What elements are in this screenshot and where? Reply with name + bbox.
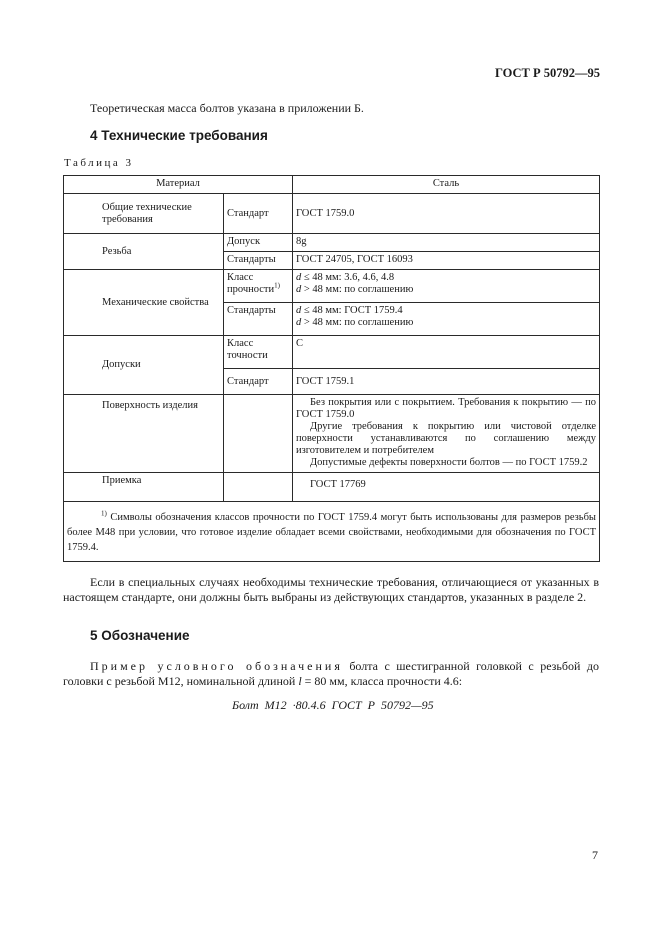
row-acceptance-value: ГОСТ 17769 — [293, 473, 600, 502]
example-paragraph — [63, 659, 599, 689]
row-surface-value — [293, 395, 600, 473]
row-tolerances-sub1: Класс точности — [224, 336, 293, 369]
row-mechanical-sub1 — [224, 270, 293, 303]
special-cases-paragraph: Если в специальных случаях необходимы технические требования, отличающиеся от указанных в настоящем стандарте, они должны быть выбраны из действующих стандартов, указанных в разделе 2. — [63, 575, 599, 604]
mech-val1-line2: > 48 мм: по соглашению — [301, 284, 414, 295]
row-tolerances-val1: С — [293, 336, 600, 369]
intro-paragraph: Теоретическая масса болтов указана в приложении Б. — [90, 101, 364, 115]
row-mechanical-val1 — [293, 270, 600, 303]
section-5-title: 5 Обозначение — [90, 628, 190, 643]
document-code: ГОСТ Р 50792—95 — [495, 66, 601, 80]
var-d: d — [296, 284, 302, 295]
surface-line-3: Допустимые дефекты поверхности болтов — по ГОСТ 1759.2 — [310, 457, 588, 468]
table-footnote — [64, 502, 600, 562]
row-general-name: Общие технические требования — [64, 194, 224, 234]
row-mechanical-name: Механические свойства — [64, 270, 224, 336]
row-thread-sub1: Допуск — [224, 234, 293, 252]
var-l: l — [298, 674, 302, 688]
var-d: d — [296, 305, 302, 316]
footnote-text: Символы обозначения классов прочности по ГОСТ 1759.4 могут быть использованы для размеров резьбы более М48 при условии, что готовое изделие обладает всеми свойствами, необходимыми для обозначения по ГОСТ 1759.4. — [67, 512, 596, 553]
table-row — [64, 234, 600, 252]
row-mechanical-val2 — [293, 303, 600, 336]
row-tolerances-name: Допуски — [64, 336, 224, 395]
table-row — [64, 194, 600, 234]
table-row — [64, 395, 600, 473]
row-surface-name: Поверхность изделия — [64, 395, 224, 473]
row-thread-val1: 8g — [293, 234, 600, 252]
mech-val1-line1: ≤ 48 мм: 3.6, 4.6, 4.8 — [301, 272, 395, 283]
header-material: Материал — [64, 176, 293, 194]
var-d: d — [296, 317, 302, 328]
row-surface-sub — [224, 395, 293, 473]
row-tolerances-sub2: Стандарт — [224, 369, 293, 395]
mech-val2-line1: ≤ 48 мм: ГОСТ 1759.4 — [301, 305, 403, 316]
row-mechanical-sub1-label: Класс прочности — [227, 272, 275, 295]
example-text-a: болта с шестигранной головкой с резьбой до головки с резьбой М12, номинальной длиной — [63, 659, 599, 688]
var-d: d — [296, 272, 302, 283]
surface-line-2: Другие требования к покрытию или чистовой отделке поверхности устанавливаются по соглашению между изготовителем и потребителем — [296, 421, 596, 456]
row-thread-sub2: Стандарты — [224, 252, 293, 270]
section-4-title: 4 Технические требования — [90, 128, 268, 143]
row-general-sub: Стандарт — [224, 194, 293, 234]
table-caption: Таблица 3 — [64, 157, 134, 169]
page-number: 7 — [592, 848, 598, 862]
row-acceptance-name: Приемка — [64, 473, 224, 502]
requirements-table — [63, 175, 600, 562]
surface-line-1: Без покрытия или с покрытием. Требования к покрытию — по ГОСТ 1759.0 — [296, 397, 596, 420]
row-general-value: ГОСТ 1759.0 — [293, 194, 600, 234]
table-footnote-row — [64, 502, 600, 562]
table-row — [64, 473, 600, 502]
row-acceptance-sub — [224, 473, 293, 502]
example-text-b: = 80 мм, класса прочности 4.6: — [301, 674, 463, 688]
row-thread-name: Резьба — [64, 234, 224, 270]
footnote-mark: 1) — [101, 509, 107, 518]
table-row — [64, 270, 600, 303]
footnote-ref: 1) — [274, 281, 280, 290]
designation-example: Болт М12 ·80.4.6 ГОСТ Р 50792—95 — [232, 698, 434, 712]
mech-val2-line2: > 48 мм: по соглашению — [301, 317, 414, 328]
row-thread-val2: ГОСТ 24705, ГОСТ 16093 — [293, 252, 600, 270]
example-lead: Пример условного обозначения — [90, 659, 343, 673]
table-header-row — [64, 176, 600, 194]
row-mechanical-sub2: Стандарты — [224, 303, 293, 336]
table-row — [64, 336, 600, 369]
header-steel: Сталь — [293, 176, 600, 194]
row-tolerances-val2: ГОСТ 1759.1 — [293, 369, 600, 395]
